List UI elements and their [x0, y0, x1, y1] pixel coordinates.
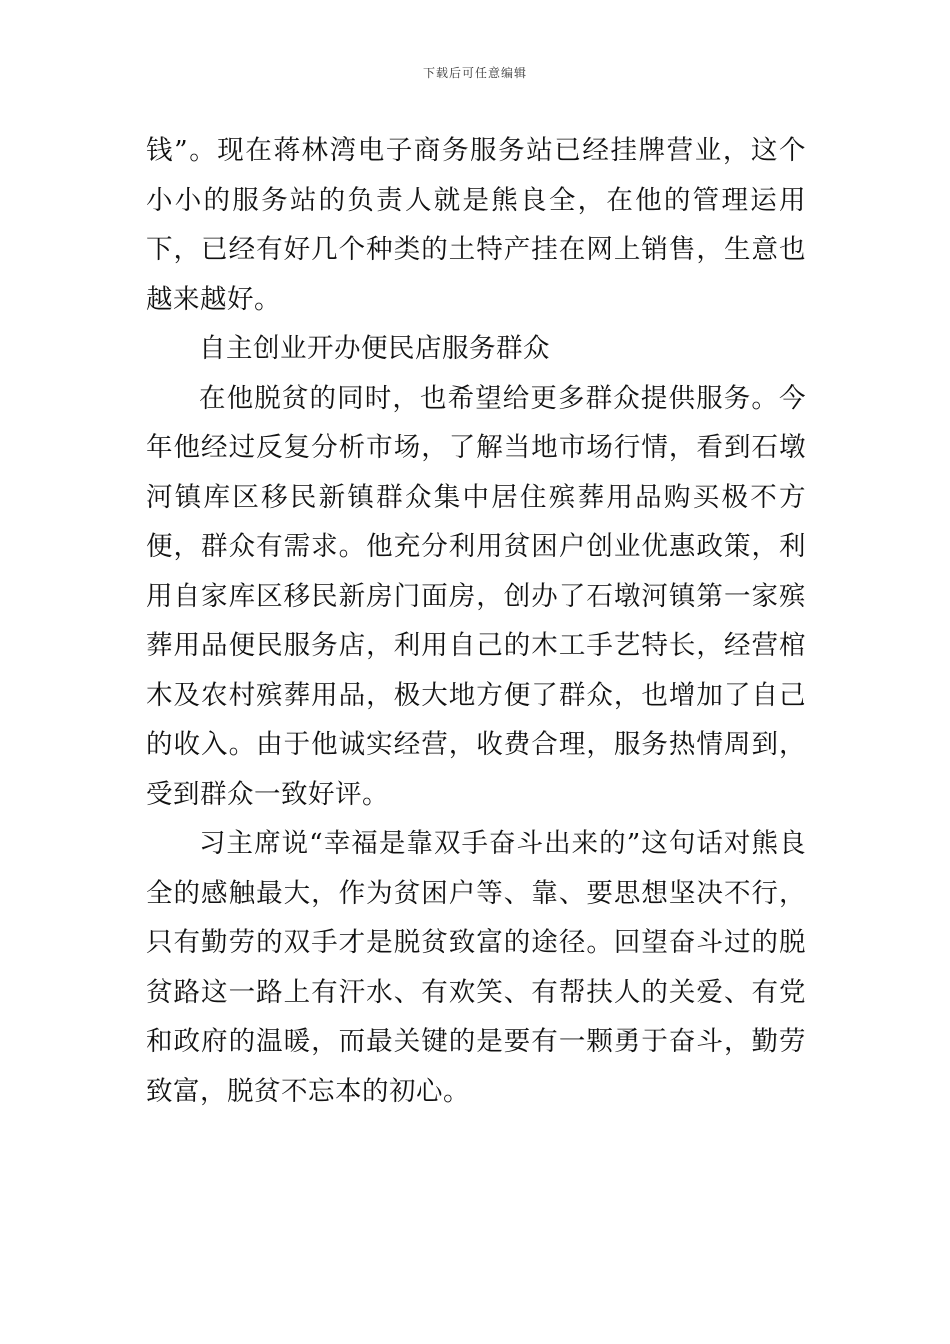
section-heading-convenience-store: 自主创业开办便民店服务群众 — [199, 333, 550, 364]
paragraph-conclusion: 习主席说“幸福是靠双手奋斗出来的”这句话对熊良全的感触最大，作为贫困户等、靠、要思想坚决不行，只有勤劳的双手才是脱贫致富的途径。回望奋斗过的脱贫路这一路上有汗水、有欢笑、有帮扶人的关爱、有党和政府的温暖，而最关键的是要有一颗勇于奋斗，勤劳致富，脱贫不忘本的初心。 — [146, 828, 806, 1107]
paragraph-convenience-store: 在他脱贫的同时，也希望给更多群众提供服务。今年他经过反复分析市场，了解当地市场行情，看到石墩河镇库区移民新镇群众集中居住殡葬用品购买极不方便，群众有需求。他充分利用贫困户创业优惠政策，利用自家库区移民新房门面房，创办了石墩河镇第一家殡葬用品便民服务店，利用自己的木工手艺特长，经营棺木及农村殡葬用品，极大地方便了群众，也增加了自己的收入。由于他诚实经营，收费合理，服务热情周到，受到群众一致好评。 — [146, 382, 806, 810]
document-body — [146, 126, 806, 1116]
header-note: 下载后可任意编辑 — [422, 66, 527, 80]
paragraph-ecommerce-station: 钱”。现在蒋林湾电子商务服务站已经挂牌营业，这个小小的服务站的负责人就是熊良全，在他的管理运用下，已经有好几个种类的土特产挂在网上销售，生意也越来越好。 — [146, 135, 806, 315]
